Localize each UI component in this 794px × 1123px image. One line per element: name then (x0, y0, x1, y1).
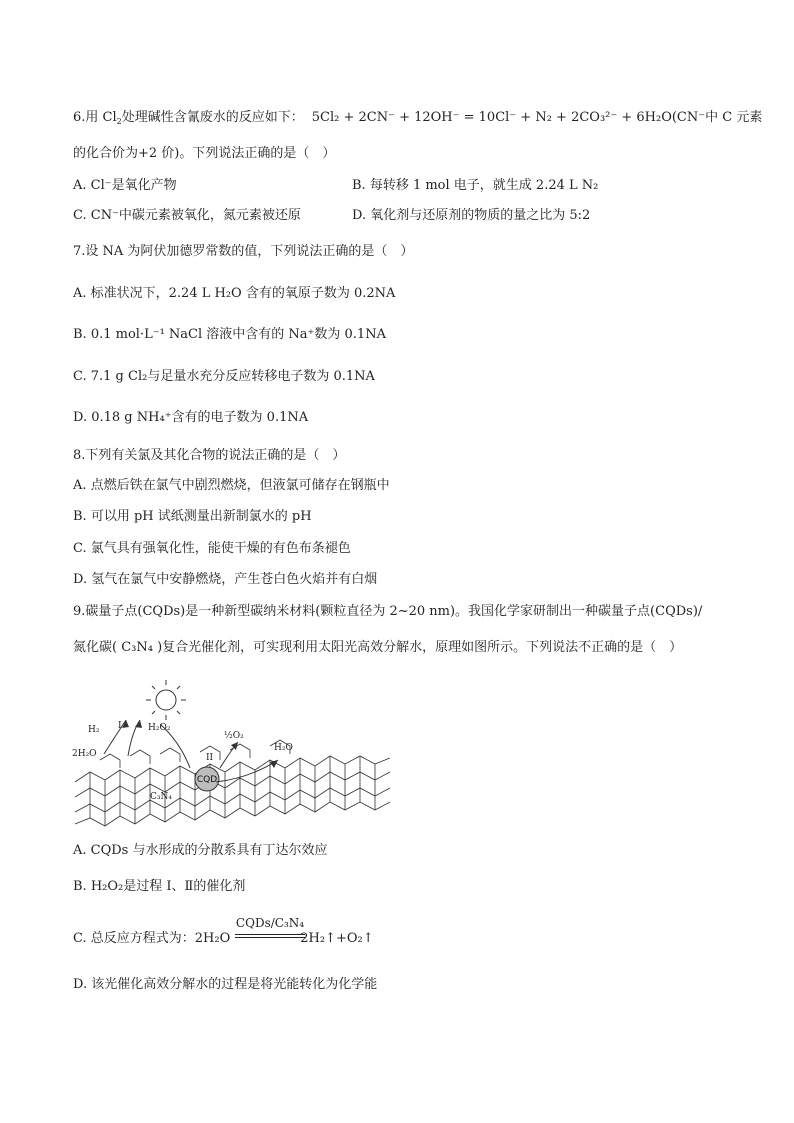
q9-option-d: D. 该光催化高效分解水的过程是将光能转化为化学能 (73, 977, 378, 992)
reaction-line-top (235, 934, 305, 935)
q6-equation: 5Cl₂ + 2CN⁻ + 12OH⁻ = 10Cl⁻ + N₂ + 2CO₃²⁻ + 6H₂O(CN⁻中 C 元素 (311, 110, 763, 125)
q8-option-d: D. 氢气在氯气中安静燃烧，产生苍白色火焰并有白烟 (73, 572, 378, 587)
q6-stem-part1: 6.用 Cl (73, 110, 117, 125)
q6-stem-line1 (73, 109, 762, 131)
q6-stem-line2: 的化合价为+2 价)。下列说法正确的是（ ） (73, 146, 336, 161)
q9-option-b: B. H₂O₂是过程 Ⅰ、Ⅱ的催化剂 (73, 879, 246, 894)
q6-option-a: A. Cl⁻是氧化产物 (73, 178, 177, 193)
q6-option-c: C. CN⁻中碳元素被氧化，氮元素被还原 (73, 208, 301, 223)
sun-icon (146, 680, 186, 720)
label-process-2: II (206, 753, 214, 763)
q7-option-b: B. 0.1 mol·L⁻¹ NaCl 溶液中含有的 Na⁺数为 0.1NA (73, 327, 386, 342)
q9-option-c-products: 2H₂↑+O₂↑ (300, 931, 374, 946)
q6-stem-part2: 处理碱性含氰废水的反应如下： (121, 110, 304, 125)
q8-option-c: C. 氯气具有强氧化性，能使干燥的有色布条褪色 (73, 541, 351, 556)
q7-stem: 7.设 NA 为阿伏加德罗常数的值，下列说法正确的是（ ） (73, 244, 414, 259)
reaction-line-bottom (235, 937, 305, 938)
q9-option-c-reactant: 2H₂O (194, 931, 231, 946)
label-c3n4: C₃N₄ (150, 792, 172, 802)
q8-option-b: B. 可以用 pH 试纸测量出新制氯水的 pH (73, 509, 312, 524)
q6-option-b: B. 每转移 1 mol 电子，就生成 2.24 L N₂ (352, 178, 599, 193)
reaction-arrows (104, 720, 278, 782)
label-h2o-out: H₂O (274, 743, 293, 753)
label-2h2o: 2H₂O (72, 749, 97, 759)
q9-option-c (73, 930, 374, 948)
arrow-heads (122, 720, 278, 768)
q9-stem-line1: 9.碳量子点(CQDs)是一种新型碳纳米材料(颗粒直径为 2~20 nm)。我国化学家研制出一种碳量子点(CQDs)/ (73, 604, 703, 619)
label-h2o2: H₂O₂ (148, 723, 171, 733)
photocatalysis-diagram (70, 672, 400, 834)
q8-option-a: A. 点燃后铁在氯气中剧烈燃烧，但液氯可储存在钢瓶中 (73, 478, 390, 493)
q9-option-a: A. CQDs 与水形成的分散系具有丁达尔效应 (73, 843, 328, 858)
q7-option-c: C. 7.1 g Cl₂与足量水充分反应转移电子数为 0.1NA (73, 369, 375, 384)
cqd-label: CQD (196, 775, 218, 785)
q6-option-d: D. 氧化剂与还原剂的物质的量之比为 5:2 (352, 208, 591, 223)
label-h2: H₂ (88, 725, 100, 735)
label-process-1: I (118, 721, 122, 731)
q7-option-d: D. 0.18 g NH₄⁺含有的电子数为 0.1NA (73, 410, 309, 425)
q9-option-c-catalyst: CQDs/C₃N₄ (235, 916, 305, 930)
label-half-o2: ½O₂ (224, 731, 244, 741)
q6-sub-2: 2 (116, 117, 122, 126)
q9-stem-line2: 氮化碳( C₃N₄ )复合光催化剂，可实现利用太阳光高效分解水，原理如图所示。下列说法不正确的是（ ） (73, 640, 683, 655)
q8-stem: 8.下列有关氯及其化合物的说法正确的是（ ） (73, 448, 346, 463)
q9-option-c-prefix: C. 总反应方程式为： (73, 931, 195, 946)
c3n4-lattice (75, 740, 390, 826)
q7-option-a: A. 标准状况下，2.24 L H₂O 含有的氧原子数为 0.2NA (73, 286, 396, 301)
